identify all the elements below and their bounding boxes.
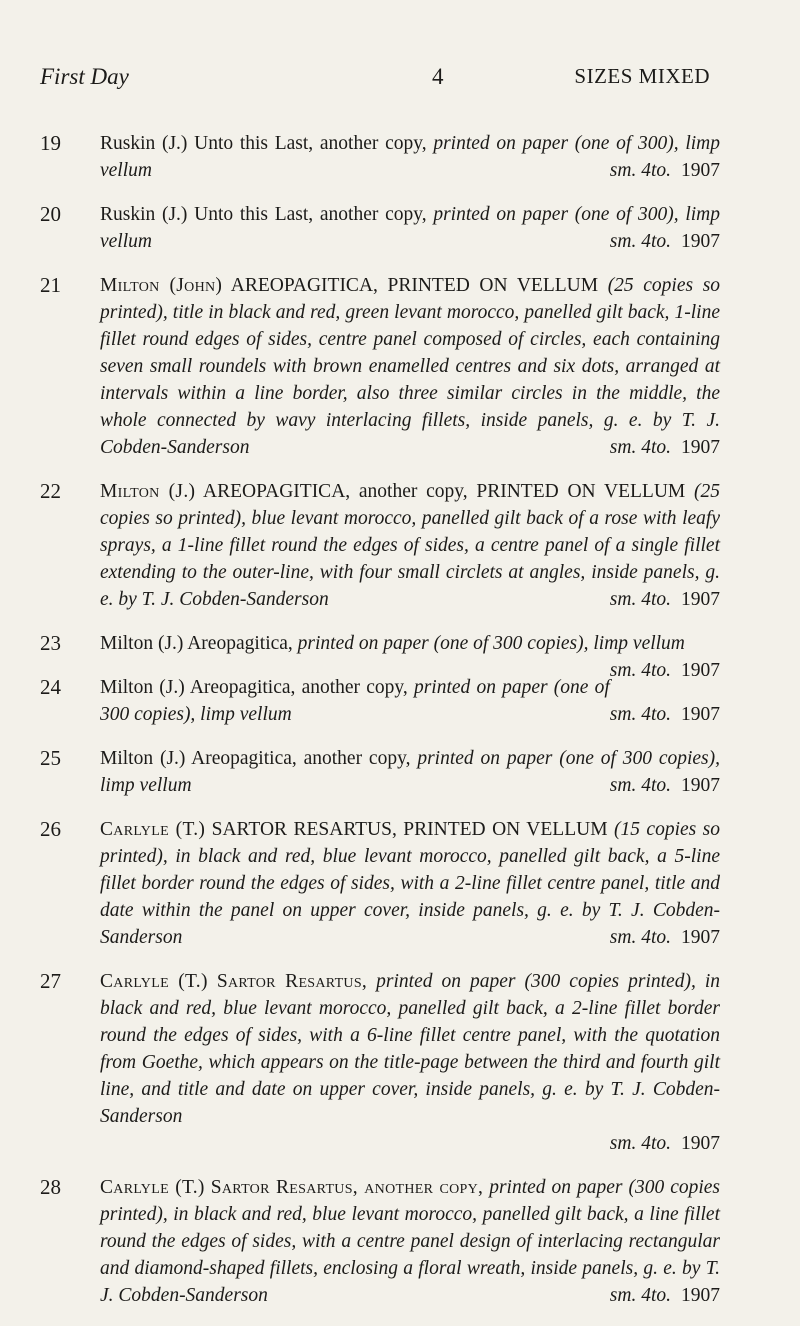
lot-entry bbox=[40, 674, 720, 728]
lot-number: 21 bbox=[40, 273, 61, 297]
lot-description: printed on paper (one of 300), limp vellum bbox=[100, 133, 721, 181]
lot-entry bbox=[40, 968, 720, 1157]
lot-description: printed on paper (300 copies printed), in black and red, blue levant morocco, panelled gilt back, a 2-line fillet border round the edges of sides, with a 6-line fillet centre panel, with the quotation from Goethe, which appears on the title-page between the third and fourth gilt line, and title and date on upper cover, inside panels, g. e. by T. J. Cobden-Sanderson bbox=[100, 971, 721, 1127]
lot-number: 23 bbox=[40, 631, 61, 655]
lot-description: printed on paper (one of 300 copies), limp vellum bbox=[100, 677, 610, 725]
lot-entry bbox=[40, 272, 720, 461]
lot-lead: Ruskin (J.) Unto this Last, another copy, bbox=[100, 204, 427, 225]
lot-year: 1907 bbox=[681, 231, 720, 252]
lot-title: Sartor Resartus, bbox=[216, 971, 368, 992]
lot-description: (25 copies so printed), title in black and red, green levant morocco, panelled gilt back, 1-line fillet round edges of sides, centre panel composed of circles, each containing seven small roundels with brown enamelled centres and six dots, arranged at intervals within a line border, also three similar circles in the middle, the whole connected by wavy interlacing fillets, inside panels, g. e. by T. J. Cobden-Sanderson bbox=[100, 275, 721, 458]
lot-number: 24 bbox=[40, 675, 61, 699]
lot-author: Milton (John) bbox=[100, 275, 223, 296]
lot-year: 1907 bbox=[681, 775, 720, 796]
lot-number: 27 bbox=[40, 969, 61, 993]
lot-lead: Milton (J.) Areopagitica, another copy, bbox=[100, 748, 411, 769]
lot-year: 1907 bbox=[681, 927, 720, 948]
lot-size: sm. 4to. bbox=[609, 660, 671, 681]
category-title: SIZES MIXED bbox=[574, 64, 710, 88]
section-title: First Day bbox=[40, 64, 129, 89]
lot-author: Milton (J.) bbox=[100, 481, 196, 502]
lot-entry bbox=[40, 745, 720, 799]
lot-title: Sartor Resartus, another copy, bbox=[210, 1177, 484, 1198]
lot-entry bbox=[40, 816, 720, 951]
lot-number: 25 bbox=[40, 746, 61, 770]
lot-description: printed on paper (300 copies printed), in black and red, blue levant morocco, panelled gilt back, a line fillet round the edges of sides, with a centre panel design of interlacing rectangular and diamond-shaped fillets, enclosing a floral wreath, inside panels, g. e. by T. J. Cobden-Sanderson bbox=[100, 1177, 721, 1306]
lot-year: 1907 bbox=[681, 589, 720, 610]
lot-size: sm. 4to. bbox=[609, 160, 671, 181]
lot-size: sm. 4to. bbox=[609, 1285, 671, 1306]
lot-size: sm. 4to. bbox=[609, 437, 671, 458]
lot-number: 19 bbox=[40, 131, 61, 155]
lot-lead: Ruskin (J.) Unto this Last, another copy, bbox=[100, 133, 427, 154]
lot-number: 20 bbox=[40, 202, 61, 226]
lot-description: printed on paper (one of 300), limp vellum bbox=[100, 204, 721, 252]
lot-author: Carlyle (T.) bbox=[100, 819, 206, 840]
lot-year: 1907 bbox=[681, 1285, 720, 1306]
lot-title: AREOPAGITICA, PRINTED ON VELLUM bbox=[230, 275, 599, 296]
lot-lead: Milton (J.) Areopagitica, bbox=[100, 633, 293, 654]
lot-size: sm. 4to. bbox=[609, 231, 671, 252]
lot-description: printed on paper (one of 300 copies), limp vellum bbox=[297, 633, 685, 654]
lot-entry bbox=[40, 130, 720, 184]
page-number: 4 bbox=[432, 64, 444, 89]
lot-number: 26 bbox=[40, 817, 61, 841]
lot-number: 28 bbox=[40, 1175, 61, 1199]
lot-size: sm. 4to. bbox=[609, 775, 671, 796]
lot-author: Carlyle (T.) bbox=[100, 1177, 205, 1198]
lot-year: 1907 bbox=[681, 660, 720, 681]
lot-list bbox=[40, 130, 720, 1326]
lot-entry bbox=[40, 201, 720, 255]
lot-year: 1907 bbox=[681, 1133, 720, 1154]
lot-size: sm. 4to. bbox=[609, 927, 671, 948]
lot-size: sm. 4to. bbox=[609, 1133, 671, 1154]
lot-author: Carlyle (T.) bbox=[100, 971, 208, 992]
lot-lead: Milton (J.) Areopagitica, another copy, bbox=[100, 677, 408, 698]
lot-description: (15 copies so printed), in black and red, blue levant morocco, panelled gilt back, a 5-line fillet border round the edges of sides, with a 2-line fillet centre panel, title and date within the panel on upper cover, inside panels, g. e. by T. J. Cobden-Sanderson bbox=[100, 819, 721, 948]
lot-description: printed on paper (one of 300 copies), limp vellum bbox=[100, 748, 721, 796]
lot-number: 22 bbox=[40, 479, 61, 503]
lot-year: 1907 bbox=[681, 160, 720, 181]
lot-entry bbox=[40, 1174, 720, 1309]
lot-description: (25 copies so printed), blue levant morocco, panelled gilt back of a rose with leafy sprays, a 1-line fillet round the edges of sides, a centre panel of a single fillet extending to the outer-line, with four small circlets at angles, inside panels, g. e. by T. J. Cobden-Sanderson bbox=[100, 481, 721, 610]
lot-entry bbox=[40, 478, 720, 613]
lot-size: sm. 4to. bbox=[609, 589, 671, 610]
lot-entry bbox=[40, 630, 720, 681]
lot-title: SARTOR RESARTUS, PRINTED ON VELLUM bbox=[211, 819, 608, 840]
lot-title: AREOPAGITICA, another copy, PRINTED ON VELLUM bbox=[202, 481, 686, 502]
page-header bbox=[40, 64, 710, 100]
lot-size: sm. 4to. bbox=[609, 704, 671, 725]
lot-year: 1907 bbox=[681, 704, 720, 725]
lot-year: 1907 bbox=[681, 437, 720, 458]
